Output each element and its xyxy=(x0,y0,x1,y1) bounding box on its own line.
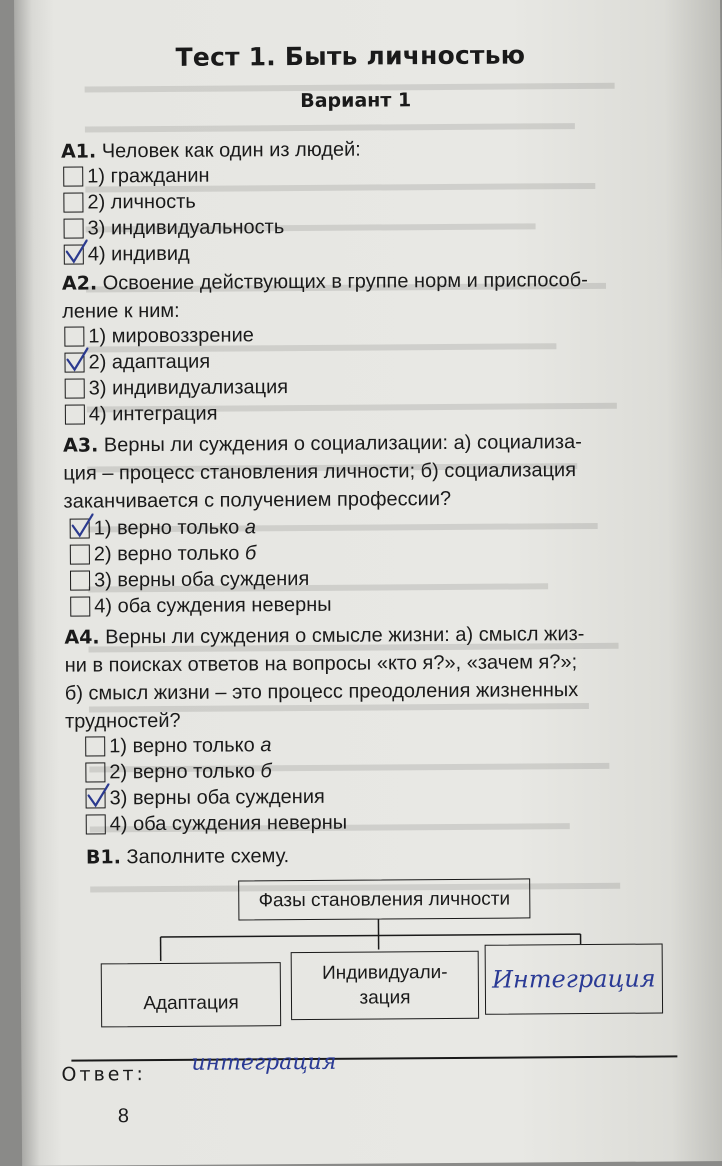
schema-top-label: Фазы становления личности xyxy=(258,888,511,911)
option-label: 4) интеграция xyxy=(88,402,218,426)
schema-left-label: Адаптация xyxy=(143,991,239,1014)
option-label: 1) мировоззрение xyxy=(88,324,254,348)
question-number: А4. xyxy=(64,626,100,649)
schema-right-handwritten: Интеграция xyxy=(491,964,656,994)
option-label: 2) верно только xyxy=(109,760,255,784)
schema-top-box xyxy=(238,878,530,920)
option-label: 4) оба суждения неверны xyxy=(94,593,332,618)
option-label: 2) личность xyxy=(87,190,196,214)
option-label: 1) гражданин xyxy=(87,164,210,188)
question-number: А2. xyxy=(61,272,98,295)
question-text: Верны ли суждения о социализации: а) социализа- xyxy=(103,431,582,457)
workbook-page xyxy=(14,0,722,1166)
question-number: А1. xyxy=(60,140,97,163)
schema-right-box[interactable] xyxy=(485,943,663,1014)
option-label: 3) индивидуализация xyxy=(88,376,289,400)
option-label: 4) оба суждения неверны xyxy=(109,811,348,836)
question-number: А3. xyxy=(63,434,99,457)
question-text: Освоение действующих в группе норм и приспособ- xyxy=(102,269,588,295)
answer-handwritten[interactable]: интеграция xyxy=(191,1049,337,1076)
question-text: ни в поисках ответов на вопросы «кто я?», «зачем я?»; xyxy=(64,651,578,677)
question-text: Человек как один из людей: xyxy=(101,138,361,163)
answer-label: Ответ: xyxy=(61,1063,146,1086)
option-label: 1) верно только xyxy=(109,734,255,758)
question-text: ление к ним: xyxy=(62,299,180,323)
question-text: б) смысл жизни – это процесс преодоления жизненных xyxy=(64,679,579,705)
option-letter: а xyxy=(244,516,256,539)
option-label: 1) верно только xyxy=(93,516,240,540)
question-number: В1. xyxy=(85,846,121,869)
option-label: 3) индивидуальность xyxy=(87,216,285,240)
question-text: Верны ли суждения о смысле жизни: а) смысл жиз- xyxy=(105,623,585,649)
option-letter: б xyxy=(244,542,257,565)
variant-heading: Вариант 1 xyxy=(300,89,412,113)
option-label: 2) адаптация xyxy=(88,350,211,374)
option-label: 3) верны оба суждения xyxy=(109,785,325,810)
page-number: 8 xyxy=(117,1105,129,1128)
schema-left-box xyxy=(101,962,281,1027)
schema-middle-box xyxy=(291,951,479,1020)
question-text: трудностей? xyxy=(64,709,181,733)
option-letter: б xyxy=(260,760,272,783)
option-label: 3) верны оба суждения xyxy=(93,567,310,592)
test-title: Тест 1. Быть личностью xyxy=(175,40,526,72)
option-label: 4) индивид xyxy=(87,242,190,266)
option-letter: а xyxy=(260,734,272,757)
question-text: ция – процесс становления личности; б) социализация xyxy=(63,459,577,485)
schema-middle-label: зация xyxy=(359,987,411,1009)
option-label: 2) верно только xyxy=(93,542,240,566)
question-text: Заполните схему. xyxy=(126,845,290,869)
schema-middle-label: Индивидуали- xyxy=(321,961,448,984)
question-text: заканчивается с получением профессии? xyxy=(63,487,452,513)
